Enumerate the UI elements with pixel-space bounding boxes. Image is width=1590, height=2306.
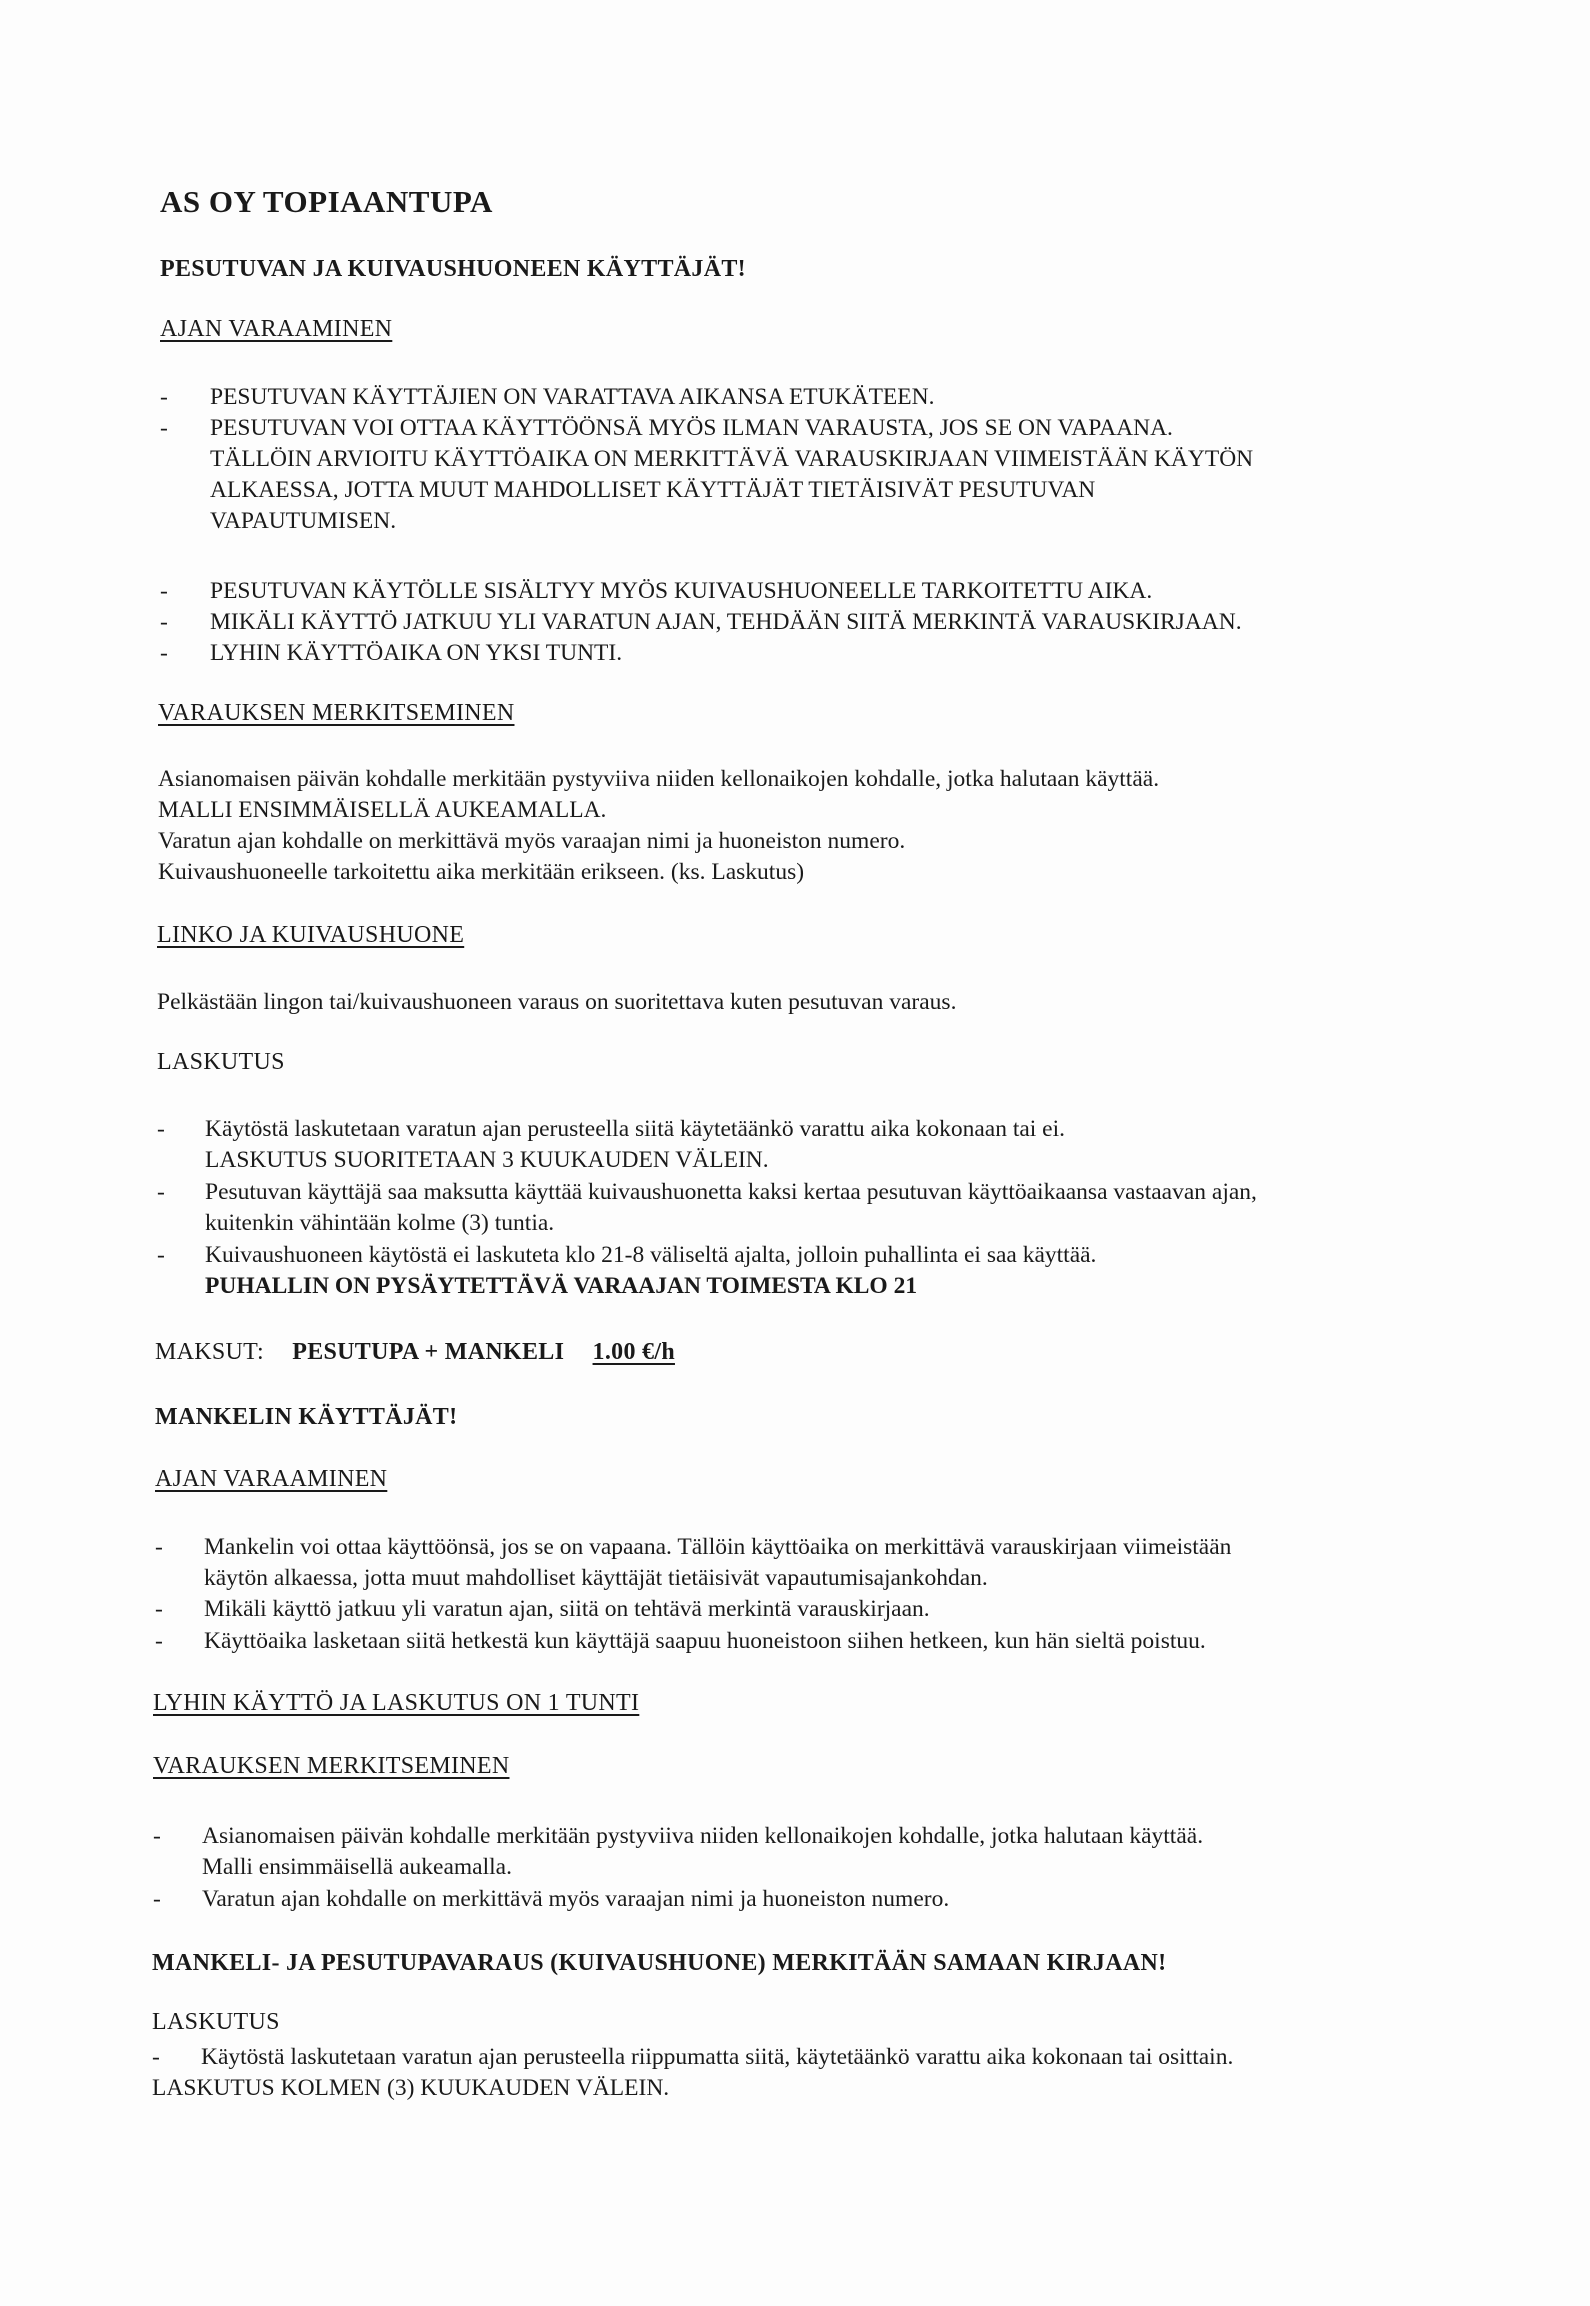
laundry-billing-heading: LASKUTUS	[157, 1049, 285, 1075]
paragraph-line: MALLI ENSIMMÄISELLÄ AUKEAMALLA.	[158, 797, 607, 823]
fees-label: MAKSUT:	[155, 1339, 264, 1365]
mangle-min-heading: LYHIN KÄYTTÖ JA LASKUTUS ON 1 TUNTI	[153, 1690, 640, 1716]
paragraph-line: Asianomaisen päivän kohdalle merkitään pystyviiva niiden kellonaikojen kohdalle, jotka halutaan käyttää.	[158, 766, 1160, 792]
list-item-text: Kuivaushuoneen käytöstä ei laskuteta klo 21-8 väliseltä ajalta, jolloin puhallinta ei saa käyttää.	[205, 1242, 1097, 1268]
billing-footer: LASKUTUS KOLMEN (3) KUUKAUDEN VÄLEIN.	[152, 2075, 670, 2101]
paragraph-line: Varatun ajan kohdalle on merkittävä myös varaajan nimi ja huoneiston numero.	[158, 828, 906, 854]
fees-item: PESUTUPA + MANKELI	[292, 1339, 565, 1365]
shared-book-note: MANKELI- JA PESUTUPAVARAUS (KUIVAUSHUONE) MERKITÄÄN SAMAAN KIRJAAN!	[152, 1950, 1167, 1976]
list-item-text: MIKÄLI KÄYTTÖ JATKUU YLI VARATUN AJAN, TEHDÄÄN SIITÄ MERKINTÄ VARAUSKIRJAAN.	[210, 609, 1242, 635]
list-item-text: Asianomaisen päivän kohdalle merkitään pystyviiva niiden kellonaikojen kohdalle, jotka halutaan käyttää.	[202, 1823, 1204, 1849]
list-item-text: Käytöstä laskutetaan varatun ajan perusteella riippumatta siitä, käytetäänkö varattu aika kokonaan tai osittain.	[201, 2044, 1234, 2070]
laundry-marking-text	[158, 764, 1159, 888]
list-item-text: LASKUTUS SUORITETAAN 3 KUUKAUDEN VÄLEIN.	[205, 1147, 769, 1173]
list-item-text: Varatun ajan kohdalle on merkittävä myös varaajan nimi ja huoneiston numero.	[202, 1886, 950, 1912]
laundry-heading: PESUTUVAN JA KUIVAUSHUONEEN KÄYTTÄJÄT!	[160, 256, 746, 282]
document-page: AS OY TOPIAANTUPA PESUTUVAN JA KUIVAUSHUONEEN KÄYTTÄJÄT! AJAN VARAAMINEN - PESUTUVAN KÄYTTÄJIEN ON VARATTAVA AIKANSA ETUKÄTEEN. - PESUTUVAN VOI OTTAA KÄYTTÖÖNSÄ MYÖS ILMAN VARAUSTA, JOS SE ON VAPAANA. TÄLLÖIN ARVIOITU KÄYTTÖAIKA ON MERKITTÄVÄ VARAUSKIRJAAN VIIMEISTÄÄN KÄYTÖN ALKAESSA, JOTTA MUUT MAHDOLLISET KÄYTTÄJÄT TIETÄISIVÄT PESUTUVAN VAPAUTUMISEN. - PESUTUVAN KÄYTÖLLE SISÄLTYY MYÖS KUIVAUSHUONEELLE TARKOITETTU AIKA. - MIKÄLI KÄYTTÖ JATKUU YLI VARATUN AJAN, TEHDÄÄN SIITÄ MERKINTÄ VARAUSKIRJAAN. - LYHIN KÄYTTÖAIKA ON YKSI TUNTI. VARAUKSEN MERKITSEMINEN Asianomaisen päivän kohdalle merkitään pystyviiva niiden kellonaikojen kohdalle, jotka halutaan käyttää. MALLI ENSIMMÄISELLÄ AUKEAMALLA. Varatun ajan kohdalle on merkittävä myös varaajan nimi ja huoneiston numero. Kuivaushuoneelle tarkoitettu aika merkitään erikseen. (ks. Laskutus) LINKO JA KUIVAUSHUONE Pelkästään lingon tai/kuivaushuoneen varaus on suoritettava kuten pesutuvan varaus. LASKUTUS - Käytöstä laskutetaan varatun ajan perusteella siitä käytetäänkö varattu aika kokonaan tai ei. LASKUTUS SUORITETAAN 3 KUUKAUDEN VÄLEIN. - Pesutuvan käyttäjä saa maksutta käyttää kuivaushuonetta kaksi kertaa pesutuvan käyttöaikaansa vastaavan ajan, kuitenkin vähintään kolme (3) tuntia. - Kuivaushuoneen käytöstä ei laskuteta klo 21-8 väliseltä ajalta, jolloin puhallinta ei saa käyttää. PUHALLIN ON PYSÄYTETTÄVÄ VARAAJAN TOIMESTA KLO 21 MAKSUT: PESUTUPA + MANKELI 1.00 €/h MANKELIN KÄYTTÄJÄT! AJAN VARAAMINEN - Mankelin voi ottaa käyttöönsä, jos se on vapaana. Tällöin käyttöaika on merkittävä varauskirjaan viimeistään käytön alkaessa, jotta muut mahdolliset käyttäjät tietäisivät vapautumisajankohdan. - Mikäli käyttö jatkuu yli varatun ajan, siitä on tehtävä merkintä varauskirjaan. - Käyttöaika lasketaan siitä hetkestä kun käyttäjä saapuu huoneistoon siihen hetkeen, kun hän sieltä poistuu. LYHIN KÄYTTÖ JA LASKUTUS ON 1 TUNTI VARAUKSEN MERKITSEMINEN - Asianomaisen päivän kohdalle merkitään pystyviiva niiden kellonaikojen kohdalle, jotka halutaan käyttää. Malli ensimmäisellä aukeamalla. - Varatun ajan kohdalle on merkittävä myös varaajan nimi ja huoneiston numero. MANKELI- JA PESUTUPAVARAUS (KUIVAUSHUONE) MERKITÄÄN SAMAAN KIRJAAN! LASKUTUS - Käytöstä laskutetaan varatun ajan perusteella riippumatta siitä, käytetäänkö varattu aika kokonaan tai osittain. LASKUTUS KOLMEN (3) KUUKAUDEN VÄLEIN.	[0, 0, 1590, 2306]
fan-warning: PUHALLIN ON PYSÄYTETTÄVÄ VARAAJAN TOIMESTA KLO 21	[205, 1273, 918, 1299]
list-item-text: kuitenkin vähintään kolme (3) tuntia.	[205, 1210, 555, 1236]
list-item-text: käytön alkaessa, jotta muut mahdolliset käyttäjät tietäisivät vapautumisajankohdan.	[204, 1565, 988, 1591]
list-item-text: Mikäli käyttö jatkuu yli varatun ajan, siitä on tehtävä merkintä varauskirjaan.	[204, 1596, 930, 1622]
list-item-text: Malli ensimmäisellä aukeamalla.	[202, 1854, 512, 1880]
list-item-text: Käytöstä laskutetaan varatun ajan perusteella siitä käytetäänkö varattu aika kokonaan tai ei.	[205, 1116, 1066, 1142]
dryer-text: Pelkästään lingon tai/kuivaushuoneen varaus on suoritettava kuten pesutuvan varaus.	[157, 989, 957, 1015]
mangle-billing-heading: LASKUTUS	[152, 2009, 280, 2035]
fees-line	[155, 1339, 675, 1366]
document-title: AS OY TOPIAANTUPA	[160, 184, 493, 219]
list-item-text: PESUTUVAN KÄYTÖLLE SISÄLTYY MYÖS KUIVAUSHUONEELLE TARKOITETTU AIKA.	[210, 578, 1153, 604]
list-item-text: TÄLLÖIN ARVIOITU KÄYTTÖAIKA ON MERKITTÄVÄ VARAUSKIRJAAN VIIMEISTÄÄN KÄYTÖN	[210, 446, 1254, 472]
list-item-text: PESUTUVAN VOI OTTAA KÄYTTÖÖNSÄ MYÖS ILMAN VARAUSTA, JOS SE ON VAPAANA.	[210, 415, 1173, 441]
list-item-text: VAPAUTUMISEN.	[210, 508, 397, 534]
mangle-heading: MANKELIN KÄYTTÄJÄT!	[155, 1404, 458, 1430]
list-item-text: Mankelin voi ottaa käyttöönsä, jos se on vapaana. Tällöin käyttöaika on merkittävä varauskirjaan viimeistään	[204, 1534, 1232, 1560]
list-item-text: ALKAESSA, JOTTA MUUT MAHDOLLISET KÄYTTÄJÄT TIETÄISIVÄT PESUTUVAN	[210, 477, 1096, 503]
list-item-text: Käyttöaika lasketaan siitä hetkestä kun käyttäjä saapuu huoneistoon siihen hetkeen, kun hän sieltä poistuu.	[204, 1628, 1206, 1654]
dryer-heading: LINKO JA KUIVAUSHUONE	[157, 922, 465, 948]
paragraph-line: Kuivaushuoneelle tarkoitettu aika merkitään erikseen. (ks. Laskutus)	[158, 859, 805, 885]
list-item-text: Pesutuvan käyttäjä saa maksutta käyttää kuivaushuonetta kaksi kertaa pesutuvan käyttöaikaansa vastaavan ajan,	[205, 1179, 1257, 1205]
mangle-marking-heading: VARAUKSEN MERKITSEMINEN	[153, 1753, 510, 1779]
mangle-booking-heading: AJAN VARAAMINEN	[155, 1466, 388, 1492]
list-item-text: PESUTUVAN KÄYTTÄJIEN ON VARATTAVA AIKANSA ETUKÄTEEN.	[210, 384, 935, 410]
laundry-marking-heading: VARAUKSEN MERKITSEMINEN	[158, 700, 515, 726]
list-item-text: LYHIN KÄYTTÖAIKA ON YKSI TUNTI.	[210, 640, 623, 666]
fees-price: 1.00 €/h	[592, 1339, 675, 1365]
laundry-booking-heading: AJAN VARAAMINEN	[160, 316, 393, 342]
